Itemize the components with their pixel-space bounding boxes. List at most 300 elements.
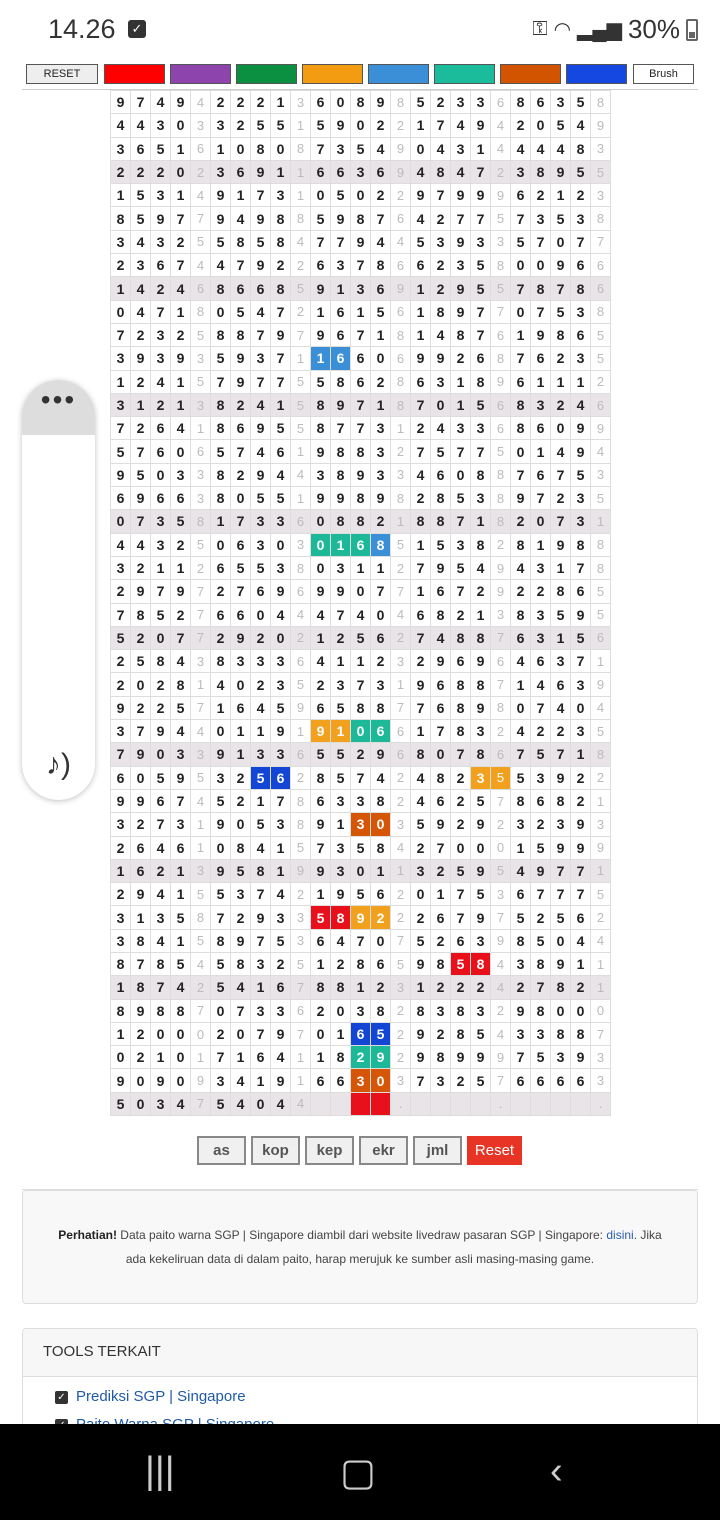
digit-cell[interactable]: 9 — [371, 743, 391, 766]
digit-cell[interactable]: 6 — [431, 906, 451, 929]
digit-cell[interactable]: 7 — [511, 743, 531, 766]
digit-cell[interactable]: 5 — [531, 929, 551, 952]
digit-cell[interactable]: 6 — [251, 580, 271, 603]
separator-cell[interactable]: 3 — [591, 1046, 611, 1069]
digit-cell[interactable]: 0 — [271, 137, 291, 160]
digit-cell[interactable]: 9 — [231, 370, 251, 393]
digit-cell[interactable]: 9 — [451, 184, 471, 207]
separator-cell[interactable]: 0 — [191, 1022, 211, 1045]
digit-cell[interactable]: 8 — [371, 999, 391, 1022]
digit-cell[interactable]: 7 — [231, 254, 251, 277]
separator-cell[interactable]: 4 — [391, 230, 411, 253]
digit-cell[interactable]: 4 — [351, 603, 371, 626]
separator-cell[interactable]: 1 — [391, 859, 411, 882]
separator-cell[interactable]: 6 — [291, 999, 311, 1022]
digit-cell[interactable] — [511, 1092, 531, 1115]
digit-cell[interactable]: 9 — [131, 580, 151, 603]
digit-cell[interactable]: 2 — [331, 626, 351, 649]
digit-cell[interactable]: 3 — [111, 393, 131, 416]
digit-cell[interactable]: 9 — [571, 1046, 591, 1069]
digit-cell[interactable]: 3 — [251, 743, 271, 766]
digit-cell[interactable]: 1 — [211, 696, 231, 719]
digit-cell[interactable]: 9 — [351, 906, 371, 929]
digit-cell[interactable]: 6 — [411, 370, 431, 393]
digit-cell[interactable]: 5 — [211, 976, 231, 999]
separator-cell[interactable]: 2 — [591, 370, 611, 393]
digit-cell[interactable]: 4 — [231, 207, 251, 230]
digit-cell[interactable]: 9 — [471, 813, 491, 836]
digit-cell[interactable]: 2 — [571, 976, 591, 999]
digit-cell[interactable]: 4 — [231, 1069, 251, 1092]
digit-cell[interactable]: 5 — [411, 230, 431, 253]
digit-cell[interactable]: 2 — [231, 91, 251, 114]
digit-cell[interactable]: 1 — [111, 370, 131, 393]
digit-cell[interactable]: 8 — [371, 533, 391, 556]
digit-cell[interactable]: 7 — [131, 91, 151, 114]
digit-cell[interactable]: 7 — [431, 836, 451, 859]
separator-cell[interactable]: 2 — [391, 999, 411, 1022]
digit-cell[interactable]: 9 — [551, 160, 571, 183]
digit-cell[interactable]: 5 — [571, 626, 591, 649]
digit-cell[interactable]: 0 — [511, 440, 531, 463]
color-swatch[interactable] — [170, 64, 231, 84]
separator-cell[interactable]: 5 — [291, 370, 311, 393]
digit-cell[interactable]: 7 — [411, 393, 431, 416]
digit-cell[interactable]: 4 — [171, 976, 191, 999]
digit-cell[interactable]: 6 — [411, 254, 431, 277]
separator-cell[interactable]: 3 — [391, 463, 411, 486]
separator-cell[interactable]: 5 — [491, 859, 511, 882]
digit-cell[interactable]: 8 — [451, 696, 471, 719]
digit-cell[interactable]: 5 — [571, 160, 591, 183]
digit-cell[interactable]: 2 — [451, 976, 471, 999]
digit-cell[interactable]: 5 — [211, 347, 231, 370]
digit-cell[interactable]: 6 — [431, 789, 451, 812]
digit-cell[interactable]: 8 — [211, 487, 231, 510]
digit-cell[interactable]: 3 — [251, 510, 271, 533]
digit-cell[interactable]: 2 — [131, 160, 151, 183]
separator-cell[interactable]: 6 — [191, 137, 211, 160]
separator-cell[interactable]: 4 — [191, 254, 211, 277]
digit-cell[interactable]: 0 — [371, 603, 391, 626]
digit-cell[interactable]: 7 — [231, 510, 251, 533]
digit-cell[interactable]: 9 — [151, 1069, 171, 1092]
digit-cell[interactable]: 9 — [571, 440, 591, 463]
digit-cell[interactable]: 0 — [231, 673, 251, 696]
digit-cell[interactable]: 2 — [231, 789, 251, 812]
digit-cell[interactable]: 7 — [231, 440, 251, 463]
digit-cell[interactable]: 3 — [531, 766, 551, 789]
digit-cell[interactable]: 6 — [331, 347, 351, 370]
digit-cell[interactable]: 6 — [171, 836, 191, 859]
digit-cell[interactable]: 3 — [551, 1046, 571, 1069]
digit-cell[interactable]: 0 — [171, 440, 191, 463]
separator-cell[interactable]: 3 — [191, 650, 211, 673]
digit-cell[interactable]: 5 — [151, 603, 171, 626]
digit-cell[interactable]: 6 — [511, 883, 531, 906]
digit-cell[interactable]: 7 — [531, 230, 551, 253]
digit-cell[interactable]: 9 — [251, 463, 271, 486]
digit-cell[interactable]: 7 — [551, 510, 571, 533]
separator-cell[interactable]: 1 — [391, 673, 411, 696]
digit-cell[interactable]: 8 — [411, 999, 431, 1022]
separator-cell[interactable]: 1 — [291, 1046, 311, 1069]
digit-cell[interactable]: 0 — [331, 999, 351, 1022]
digit-cell[interactable]: 9 — [271, 1069, 291, 1092]
separator-cell[interactable]: 5 — [591, 323, 611, 346]
digit-cell[interactable]: 6 — [151, 254, 171, 277]
digit-cell[interactable]: 2 — [531, 184, 551, 207]
separator-cell[interactable]: 9 — [591, 417, 611, 440]
digit-cell[interactable]: 0 — [411, 137, 431, 160]
separator-cell[interactable]: 7 — [491, 1069, 511, 1092]
digit-cell[interactable]: 0 — [211, 999, 231, 1022]
digit-cell[interactable]: 3 — [371, 440, 391, 463]
digit-cell[interactable]: 2 — [431, 1022, 451, 1045]
digit-cell[interactable]: 3 — [571, 720, 591, 743]
digit-cell[interactable] — [311, 1092, 331, 1115]
digit-cell[interactable]: 7 — [331, 417, 351, 440]
digit-cell[interactable]: 7 — [151, 300, 171, 323]
digit-cell[interactable]: 5 — [171, 906, 191, 929]
digit-cell[interactable]: 8 — [371, 836, 391, 859]
separator-cell[interactable]: 7 — [291, 323, 311, 346]
digit-cell[interactable]: 7 — [171, 626, 191, 649]
separator-cell[interactable]: 7 — [591, 1022, 611, 1045]
color-swatch[interactable] — [368, 64, 429, 84]
digit-cell[interactable]: 3 — [211, 1069, 231, 1092]
digit-cell[interactable]: 9 — [131, 347, 151, 370]
digit-cell[interactable]: 7 — [511, 463, 531, 486]
digit-cell[interactable] — [431, 1092, 451, 1115]
digit-cell[interactable]: 2 — [551, 347, 571, 370]
digit-cell[interactable]: 9 — [551, 766, 571, 789]
separator-cell[interactable]: 8 — [491, 463, 511, 486]
digit-cell[interactable]: 8 — [131, 929, 151, 952]
digit-cell[interactable]: 7 — [571, 650, 591, 673]
digit-cell[interactable]: 4 — [371, 766, 391, 789]
separator-cell[interactable]: 3 — [591, 1069, 611, 1092]
digit-cell[interactable]: 7 — [131, 440, 151, 463]
digit-cell[interactable]: 7 — [271, 789, 291, 812]
digit-cell[interactable]: 7 — [171, 207, 191, 230]
digit-cell[interactable]: 4 — [551, 440, 571, 463]
digit-cell[interactable]: 7 — [351, 673, 371, 696]
digit-cell[interactable]: 2 — [231, 906, 251, 929]
separator-cell[interactable]: 5 — [291, 417, 311, 440]
separator-cell[interactable]: 4 — [391, 836, 411, 859]
digit-cell[interactable]: 7 — [131, 510, 151, 533]
digit-cell[interactable]: 6 — [571, 254, 591, 277]
digit-cell[interactable]: 2 — [571, 766, 591, 789]
digit-cell[interactable]: 4 — [151, 370, 171, 393]
digit-cell[interactable]: 8 — [471, 533, 491, 556]
digit-cell[interactable]: 5 — [111, 440, 131, 463]
digit-cell[interactable]: 8 — [311, 393, 331, 416]
digit-cell[interactable]: 9 — [131, 883, 151, 906]
palette-reset-button[interactable]: RESET — [26, 64, 98, 84]
digit-cell[interactable]: 8 — [331, 463, 351, 486]
separator-cell[interactable]: 8 — [491, 510, 511, 533]
separator-cell[interactable]: 8 — [291, 789, 311, 812]
separator-cell[interactable]: 4 — [491, 114, 511, 137]
separator-cell[interactable]: 9 — [291, 859, 311, 882]
digit-cell[interactable]: 8 — [351, 696, 371, 719]
digit-cell[interactable]: 6 — [271, 440, 291, 463]
digit-cell[interactable]: 7 — [311, 137, 331, 160]
digit-cell[interactable]: 1 — [171, 137, 191, 160]
digit-cell[interactable]: 4 — [311, 603, 331, 626]
digit-cell[interactable]: 2 — [331, 952, 351, 975]
digit-cell[interactable]: 1 — [251, 720, 271, 743]
audio-icon[interactable]: ♪) — [46, 748, 71, 781]
digit-cell[interactable]: 5 — [471, 883, 491, 906]
digit-cell[interactable]: 2 — [471, 976, 491, 999]
digit-cell[interactable]: 3 — [151, 323, 171, 346]
digit-cell[interactable]: 3 — [511, 1022, 531, 1045]
digit-cell[interactable]: 4 — [411, 207, 431, 230]
digit-cell[interactable]: 8 — [331, 510, 351, 533]
separator-cell[interactable]: 2 — [391, 114, 411, 137]
separator-cell[interactable]: 1 — [291, 720, 311, 743]
digit-cell[interactable]: 7 — [431, 184, 451, 207]
digit-cell[interactable]: 8 — [111, 952, 131, 975]
digit-cell[interactable]: 9 — [551, 952, 571, 975]
digit-cell[interactable]: 3 — [571, 347, 591, 370]
separator-cell[interactable]: 8 — [391, 393, 411, 416]
digit-cell[interactable]: 5 — [251, 813, 271, 836]
digit-cell[interactable]: 5 — [571, 91, 591, 114]
digit-cell[interactable]: 0 — [571, 696, 591, 719]
digit-cell[interactable]: 7 — [251, 1022, 271, 1045]
digit-cell[interactable]: 6 — [511, 370, 531, 393]
digit-cell[interactable]: 0 — [551, 999, 571, 1022]
digit-cell[interactable]: 4 — [151, 91, 171, 114]
digit-cell[interactable]: 1 — [231, 1046, 251, 1069]
digit-cell[interactable]: 0 — [131, 1092, 151, 1115]
digit-cell[interactable]: 3 — [331, 836, 351, 859]
separator-cell[interactable]: 3 — [391, 976, 411, 999]
separator-cell[interactable]: 7 — [191, 603, 211, 626]
digit-cell[interactable] — [571, 1092, 591, 1115]
digit-cell[interactable]: 9 — [411, 952, 431, 975]
digit-cell[interactable]: 5 — [271, 487, 291, 510]
digit-cell[interactable]: 2 — [151, 673, 171, 696]
digit-cell[interactable]: 2 — [131, 1022, 151, 1045]
digit-cell[interactable]: 3 — [271, 743, 291, 766]
digit-cell[interactable]: 6 — [151, 440, 171, 463]
separator-cell[interactable]: 6 — [191, 440, 211, 463]
digit-cell[interactable]: 9 — [431, 650, 451, 673]
digit-cell[interactable]: 2 — [171, 533, 191, 556]
kop-button[interactable]: kop — [251, 1136, 300, 1165]
digit-cell[interactable]: 0 — [211, 533, 231, 556]
digit-cell[interactable]: 2 — [231, 393, 251, 416]
separator-cell[interactable]: 8 — [291, 137, 311, 160]
digit-cell[interactable]: 0 — [271, 626, 291, 649]
digit-cell[interactable]: 7 — [171, 789, 191, 812]
digit-cell[interactable]: 3 — [151, 230, 171, 253]
digit-cell[interactable]: 3 — [571, 510, 591, 533]
digit-cell[interactable]: 8 — [231, 952, 251, 975]
digit-cell[interactable]: 7 — [211, 370, 231, 393]
digit-cell[interactable]: 2 — [211, 580, 231, 603]
digit-cell[interactable]: 8 — [431, 487, 451, 510]
digit-cell[interactable]: 7 — [451, 906, 471, 929]
separator-cell[interactable]: 2 — [591, 766, 611, 789]
digit-cell[interactable]: 9 — [251, 207, 271, 230]
separator-cell[interactable]: 3 — [191, 743, 211, 766]
jml-button[interactable]: jml — [413, 1136, 462, 1165]
digit-cell[interactable]: 3 — [351, 813, 371, 836]
digit-cell[interactable]: 8 — [211, 463, 231, 486]
digit-cell[interactable]: 7 — [251, 323, 271, 346]
digit-cell[interactable]: 2 — [151, 859, 171, 882]
separator-cell[interactable]: 0 — [491, 836, 511, 859]
separator-cell[interactable]: 7 — [191, 999, 211, 1022]
digit-cell[interactable]: 2 — [431, 976, 451, 999]
digit-cell[interactable]: 6 — [551, 1069, 571, 1092]
separator-cell[interactable]: 2 — [391, 1046, 411, 1069]
digit-cell[interactable]: 4 — [251, 393, 271, 416]
separator-cell[interactable]: 3 — [191, 393, 211, 416]
digit-cell[interactable]: 7 — [451, 207, 471, 230]
digit-cell[interactable]: 0 — [311, 533, 331, 556]
digit-cell[interactable]: 5 — [351, 137, 371, 160]
digit-cell[interactable]: 4 — [431, 323, 451, 346]
digit-cell[interactable]: 2 — [511, 976, 531, 999]
digit-cell[interactable]: 8 — [451, 673, 471, 696]
digit-cell[interactable]: 9 — [431, 347, 451, 370]
digit-cell[interactable]: 0 — [531, 114, 551, 137]
digit-cell[interactable]: 1 — [411, 976, 431, 999]
digit-cell[interactable]: 4 — [511, 137, 531, 160]
digit-cell[interactable]: 1 — [411, 114, 431, 137]
digit-cell[interactable]: 3 — [471, 230, 491, 253]
digit-cell[interactable]: 8 — [471, 626, 491, 649]
digit-cell[interactable]: 3 — [271, 906, 291, 929]
digit-cell[interactable]: 5 — [551, 114, 571, 137]
separator-cell[interactable]: 4 — [191, 952, 211, 975]
digit-cell[interactable]: 4 — [231, 1092, 251, 1115]
digit-cell[interactable]: 3 — [271, 673, 291, 696]
digit-cell[interactable]: 1 — [311, 626, 331, 649]
digit-cell[interactable]: 3 — [571, 673, 591, 696]
separator-cell[interactable]: 5 — [391, 952, 411, 975]
digit-cell[interactable]: 0 — [171, 160, 191, 183]
digit-cell[interactable]: 5 — [511, 766, 531, 789]
digit-cell[interactable]: 9 — [471, 859, 491, 882]
digit-cell[interactable]: 5 — [171, 696, 191, 719]
digit-cell[interactable]: 6 — [411, 603, 431, 626]
digit-cell[interactable]: 3 — [511, 952, 531, 975]
digit-cell[interactable]: 3 — [351, 1069, 371, 1092]
digit-cell[interactable]: 2 — [511, 580, 531, 603]
color-swatch[interactable] — [236, 64, 297, 84]
digit-cell[interactable]: 9 — [571, 836, 591, 859]
digit-cell[interactable]: 3 — [531, 1022, 551, 1045]
digit-cell[interactable]: 3 — [151, 533, 171, 556]
digit-cell[interactable]: 8 — [551, 580, 571, 603]
digit-cell[interactable]: 6 — [371, 277, 391, 300]
digit-cell[interactable]: 3 — [471, 487, 491, 510]
digit-cell[interactable]: 5 — [271, 929, 291, 952]
digit-cell[interactable]: 6 — [531, 789, 551, 812]
digit-cell[interactable]: 1 — [171, 300, 191, 323]
separator-cell[interactable]: 9 — [391, 137, 411, 160]
separator-cell[interactable]: 6 — [191, 277, 211, 300]
digit-cell[interactable]: 2 — [251, 673, 271, 696]
digit-cell[interactable]: 5 — [211, 440, 231, 463]
digit-cell[interactable]: 8 — [451, 720, 471, 743]
digit-cell[interactable]: 7 — [231, 580, 251, 603]
digit-cell[interactable]: 1 — [111, 1022, 131, 1045]
digit-cell[interactable]: 7 — [211, 906, 231, 929]
digit-cell[interactable]: 0 — [231, 813, 251, 836]
digit-cell[interactable]: 2 — [371, 114, 391, 137]
digit-cell[interactable]: 1 — [211, 510, 231, 533]
recent-apps-icon[interactable]: ||| — [145, 1450, 175, 1492]
digit-cell[interactable]: 1 — [211, 137, 231, 160]
digit-cell[interactable]: 9 — [551, 836, 571, 859]
digit-cell[interactable]: 7 — [571, 230, 591, 253]
digit-cell[interactable]: 9 — [311, 487, 331, 510]
digit-cell[interactable]: 4 — [571, 114, 591, 137]
digit-cell[interactable]: 9 — [171, 766, 191, 789]
separator-cell[interactable]: 9 — [491, 184, 511, 207]
digit-cell[interactable]: 6 — [151, 417, 171, 440]
digit-cell[interactable]: 5 — [251, 230, 271, 253]
digit-cell[interactable]: 4 — [211, 673, 231, 696]
digit-cell[interactable]: 1 — [271, 859, 291, 882]
digit-cell[interactable]: 5 — [411, 813, 431, 836]
digit-cell[interactable]: 5 — [151, 137, 171, 160]
digit-cell[interactable]: 9 — [251, 160, 271, 183]
digit-cell[interactable]: 7 — [151, 813, 171, 836]
digit-cell[interactable] — [411, 1092, 431, 1115]
digit-cell[interactable]: 2 — [411, 906, 431, 929]
digit-cell[interactable]: 9 — [451, 1046, 471, 1069]
separator-cell[interactable]: 2 — [491, 160, 511, 183]
digit-cell[interactable]: 5 — [451, 859, 471, 882]
digit-cell[interactable]: 9 — [411, 673, 431, 696]
digit-cell[interactable]: 6 — [331, 300, 351, 323]
digit-cell[interactable]: 9 — [111, 91, 131, 114]
digit-cell[interactable]: 6 — [371, 883, 391, 906]
digit-cell[interactable]: 9 — [331, 114, 351, 137]
separator-cell[interactable]: 1 — [391, 510, 411, 533]
digit-cell[interactable]: 1 — [231, 743, 251, 766]
separator-cell[interactable]: 4 — [291, 1092, 311, 1115]
digit-cell[interactable]: 9 — [271, 1022, 291, 1045]
digit-cell[interactable]: 4 — [251, 836, 271, 859]
digit-cell[interactable]: 0 — [271, 533, 291, 556]
digit-cell[interactable]: 3 — [311, 463, 331, 486]
digit-cell[interactable]: 2 — [151, 277, 171, 300]
digit-cell[interactable]: 1 — [171, 370, 191, 393]
digit-cell[interactable]: 2 — [151, 393, 171, 416]
separator-cell[interactable]: 3 — [491, 603, 511, 626]
digit-cell[interactable]: 9 — [551, 254, 571, 277]
digit-cell[interactable]: 0 — [451, 836, 471, 859]
separator-cell[interactable]: 4 — [291, 230, 311, 253]
digit-cell[interactable]: 0 — [231, 487, 251, 510]
digit-cell[interactable]: 2 — [551, 487, 571, 510]
digit-cell[interactable]: 8 — [131, 603, 151, 626]
digit-cell[interactable]: 1 — [131, 906, 151, 929]
digit-cell[interactable]: 9 — [331, 393, 351, 416]
digit-cell[interactable]: 3 — [151, 906, 171, 929]
